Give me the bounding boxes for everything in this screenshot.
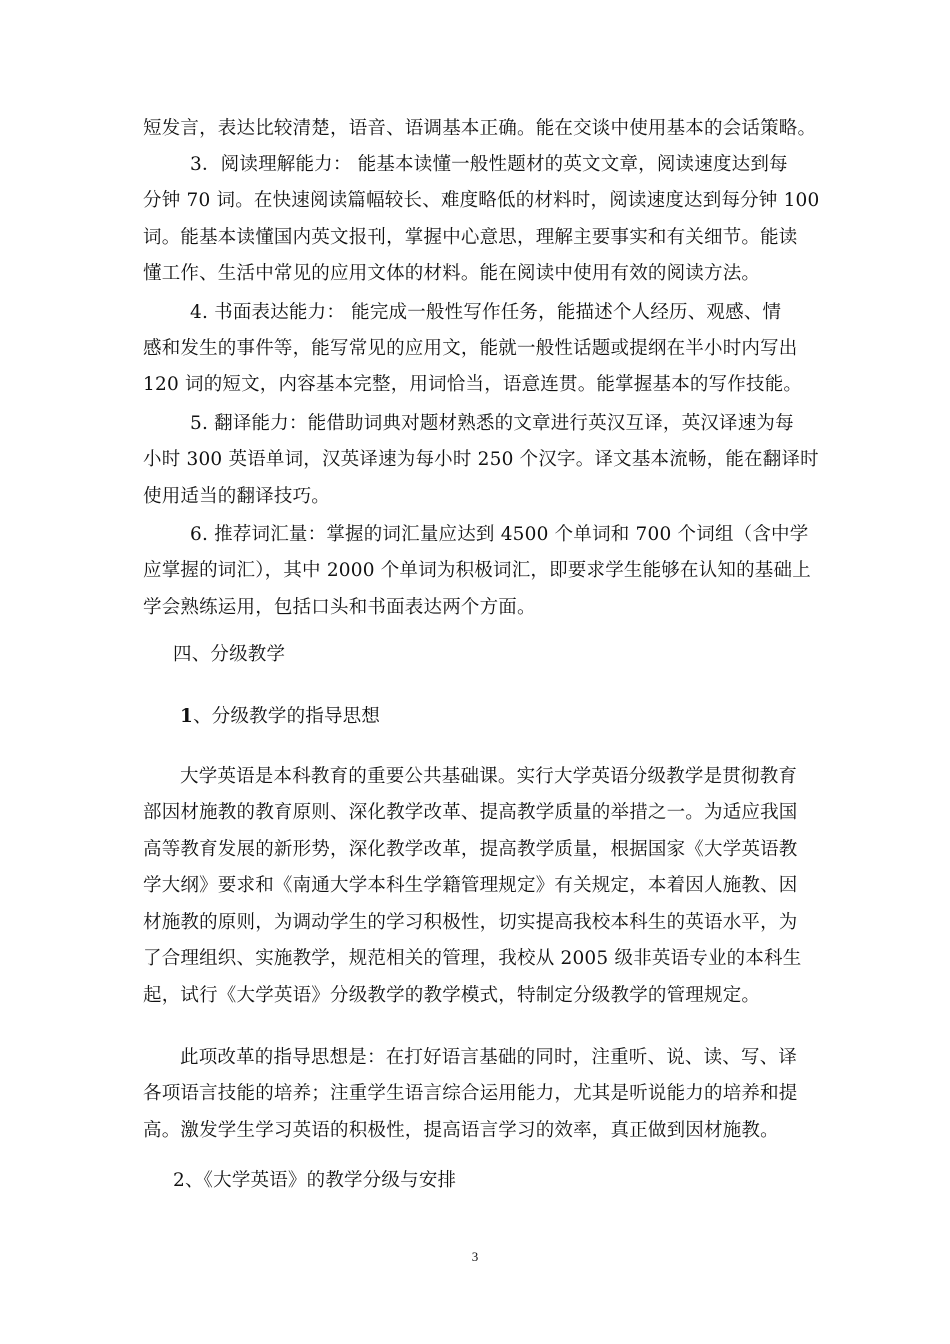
text-line: 小时 300 英语单词，汉英译速为每小时 250 个汉字。译文基本流畅，能在翻译时 — [143, 449, 819, 470]
text-line: 分钟 70 词。在快速阅读篇幅较长、难度略低的材料时，阅读速度达到每分钟 100 — [143, 190, 820, 211]
heading-text: 、分级教学的指导思想 — [193, 706, 381, 727]
text-line: 3．阅读理解能力： 能基本读懂一般性题材的英文文章，阅读速度达到每 — [190, 154, 788, 175]
paragraph-line: 部因材施教的教育原则、深化教学改革、提高教学质量的举措之一。为适应我国 — [143, 802, 798, 823]
paragraph-line: 学大纲》要求和《南通大学本科生学籍管理规定》有关规定，本着因人施教、因 — [143, 875, 798, 896]
paragraph-line: 了合理组织、实施教学，规范相关的管理，我校从 2005 级非英语专业的本科生 — [143, 948, 802, 969]
text-line: 懂工作、生活中常见的应用文体的材料。能在阅读中使用有效的阅读方法。 — [143, 263, 761, 284]
text-line: 短发言，表达比较清楚，语音、语调基本正确。能在交谈中使用基本的会话策略。 — [143, 118, 817, 139]
text-line: 120 词的短文，内容基本完整，用词恰当，语意连贯。能掌握基本的写作技能。 — [143, 374, 803, 395]
paragraph-line: 高。激发学生学习英语的积极性，提高语言学习的效率，真正做到因材施教。 — [143, 1120, 779, 1141]
paragraph-line: 材施教的原则，为调动学生的学习积极性，切实提高我校本科生的英语水平，为 — [143, 912, 798, 933]
text-line: 感和发生的事件等，能写常见的应用文，能就一般性话题或提纲在半小时内写出 — [143, 338, 798, 359]
section-heading: 四、分级教学 — [173, 644, 286, 665]
subsection-heading-1 — [180, 705, 380, 729]
paragraph-line: 起，试行《大学英语》分级教学的教学模式，特制定分级教学的管理规定。 — [143, 985, 761, 1006]
subsection-heading-2: 2、《大学英语》的教学分级与安排 — [173, 1170, 457, 1191]
text-line: 6. 推荐词汇量：掌握的词汇量应达到 4500 个单词和 700 个词组（含中学 — [190, 524, 809, 545]
text-line: 5. 翻译能力：能借助词典对题材熟悉的文章进行英汉互译，英汉译速为每 — [190, 413, 794, 434]
text-line: 学会熟练运用，包括口头和书面表达两个方面。 — [143, 597, 536, 618]
paragraph-line: 各项语言技能的培养；注重学生语言综合运用能力，尤其是听说能力的培养和提 — [143, 1083, 798, 1104]
text-line: 使用适当的翻译技巧。 — [143, 486, 331, 507]
heading-number: 1 — [180, 706, 194, 727]
paragraph-line: 此项改革的指导思想是：在打好语言基础的同时，注重听、说、读、写、译 — [180, 1047, 798, 1068]
paragraph-line: 大学英语是本科教育的重要公共基础课。实行大学英语分级教学是贯彻教育 — [180, 766, 798, 787]
paragraph-line: 高等教育发展的新形势，深化教学改革，提高教学质量，根据国家《大学英语教 — [143, 839, 798, 860]
page-number: 3 — [471, 1249, 479, 1264]
text-line: 应掌握的词汇），其中 2000 个单词为积极词汇，即要求学生能够在认知的基础上 — [143, 560, 811, 581]
text-line: 词。能基本读懂国内英文报刊，掌握中心意思，理解主要事实和有关细节。能读 — [143, 227, 798, 248]
text-line: 4. 书面表达能力： 能完成一般性写作任务，能描述个人经历、观感、情 — [190, 302, 782, 323]
